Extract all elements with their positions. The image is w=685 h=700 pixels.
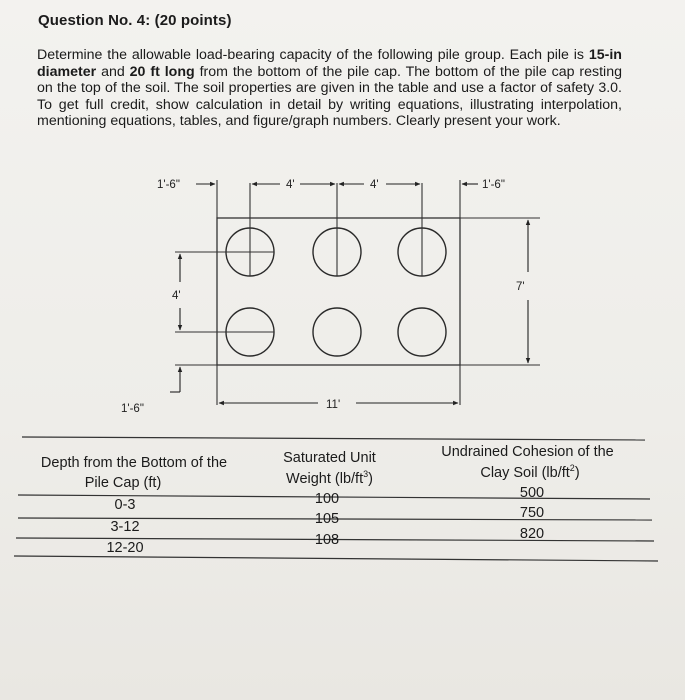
header-depth-line2: Pile Cap (ft) [84, 475, 162, 491]
row-1-depth: 0-3 [114, 497, 136, 513]
unit-weight-close: ) [368, 470, 373, 487]
question-title: Question No. 4: (20 points) [38, 12, 232, 29]
row-3-depth: 12-20 [106, 540, 144, 556]
statement-part-1: Determine the allowable load-bearing capacity of the following pile group. Each pile is [37, 47, 585, 63]
dim-left-edge-bottom: 1'-6" [121, 403, 144, 415]
unit-weight-unit-text: Weight (lb/ft [286, 470, 364, 487]
pile-diameter: 15-in diameter [37, 47, 622, 80]
row-2-unit-weight: 105 [314, 511, 340, 527]
row-1-cohesion: 500 [519, 485, 545, 501]
dim-left-edge-top: 1'-6" [157, 179, 180, 191]
header-cohesion-line1: Undrained Cohesion of the [441, 444, 614, 460]
statement-part-3: from the bottom of the pile cap. The bottom of the pile cap resting on the top of the soil. The soil properties are given in the table and use a factor of safety 3.0. To get full credit, show calculation in detail by writing equations, illustrating interpolation, mentioning equations, tables, and figure/graph numbers. Clearly present your work. [37, 63, 622, 130]
cohesion-unit-text: Clay Soil (lb/ft [480, 464, 570, 481]
dim-spacing-1: 4' [286, 179, 295, 191]
dim-row-spacing: 4' [172, 290, 181, 302]
statement-part-2: and [101, 63, 125, 80]
row-2-cohesion: 750 [519, 505, 545, 521]
row-3-cohesion: 820 [519, 526, 545, 542]
pile-length: 20 ft long [129, 63, 195, 80]
row-3-unit-weight: 108 [314, 532, 340, 548]
cohesion-exponent: 2 [569, 463, 575, 473]
row-1-unit-weight: 100 [314, 491, 340, 507]
header-unit-weight-line2 [272, 469, 387, 487]
header-unit-weight-line1: Saturated Unit [283, 450, 376, 466]
unit-weight-exponent: 3 [363, 469, 369, 479]
cohesion-close: ) [574, 464, 580, 481]
dim-spacing-2: 4' [370, 179, 379, 191]
header-cohesion-line2 [445, 463, 615, 481]
row-2-depth: 3-12 [110, 519, 140, 535]
header-depth-line1: Depth from the Bottom of the [40, 455, 228, 471]
dim-cap-length: 11' [326, 399, 341, 411]
dim-right-edge-top: 1'-6" [482, 179, 505, 191]
dim-cap-width: 7' [516, 281, 525, 293]
